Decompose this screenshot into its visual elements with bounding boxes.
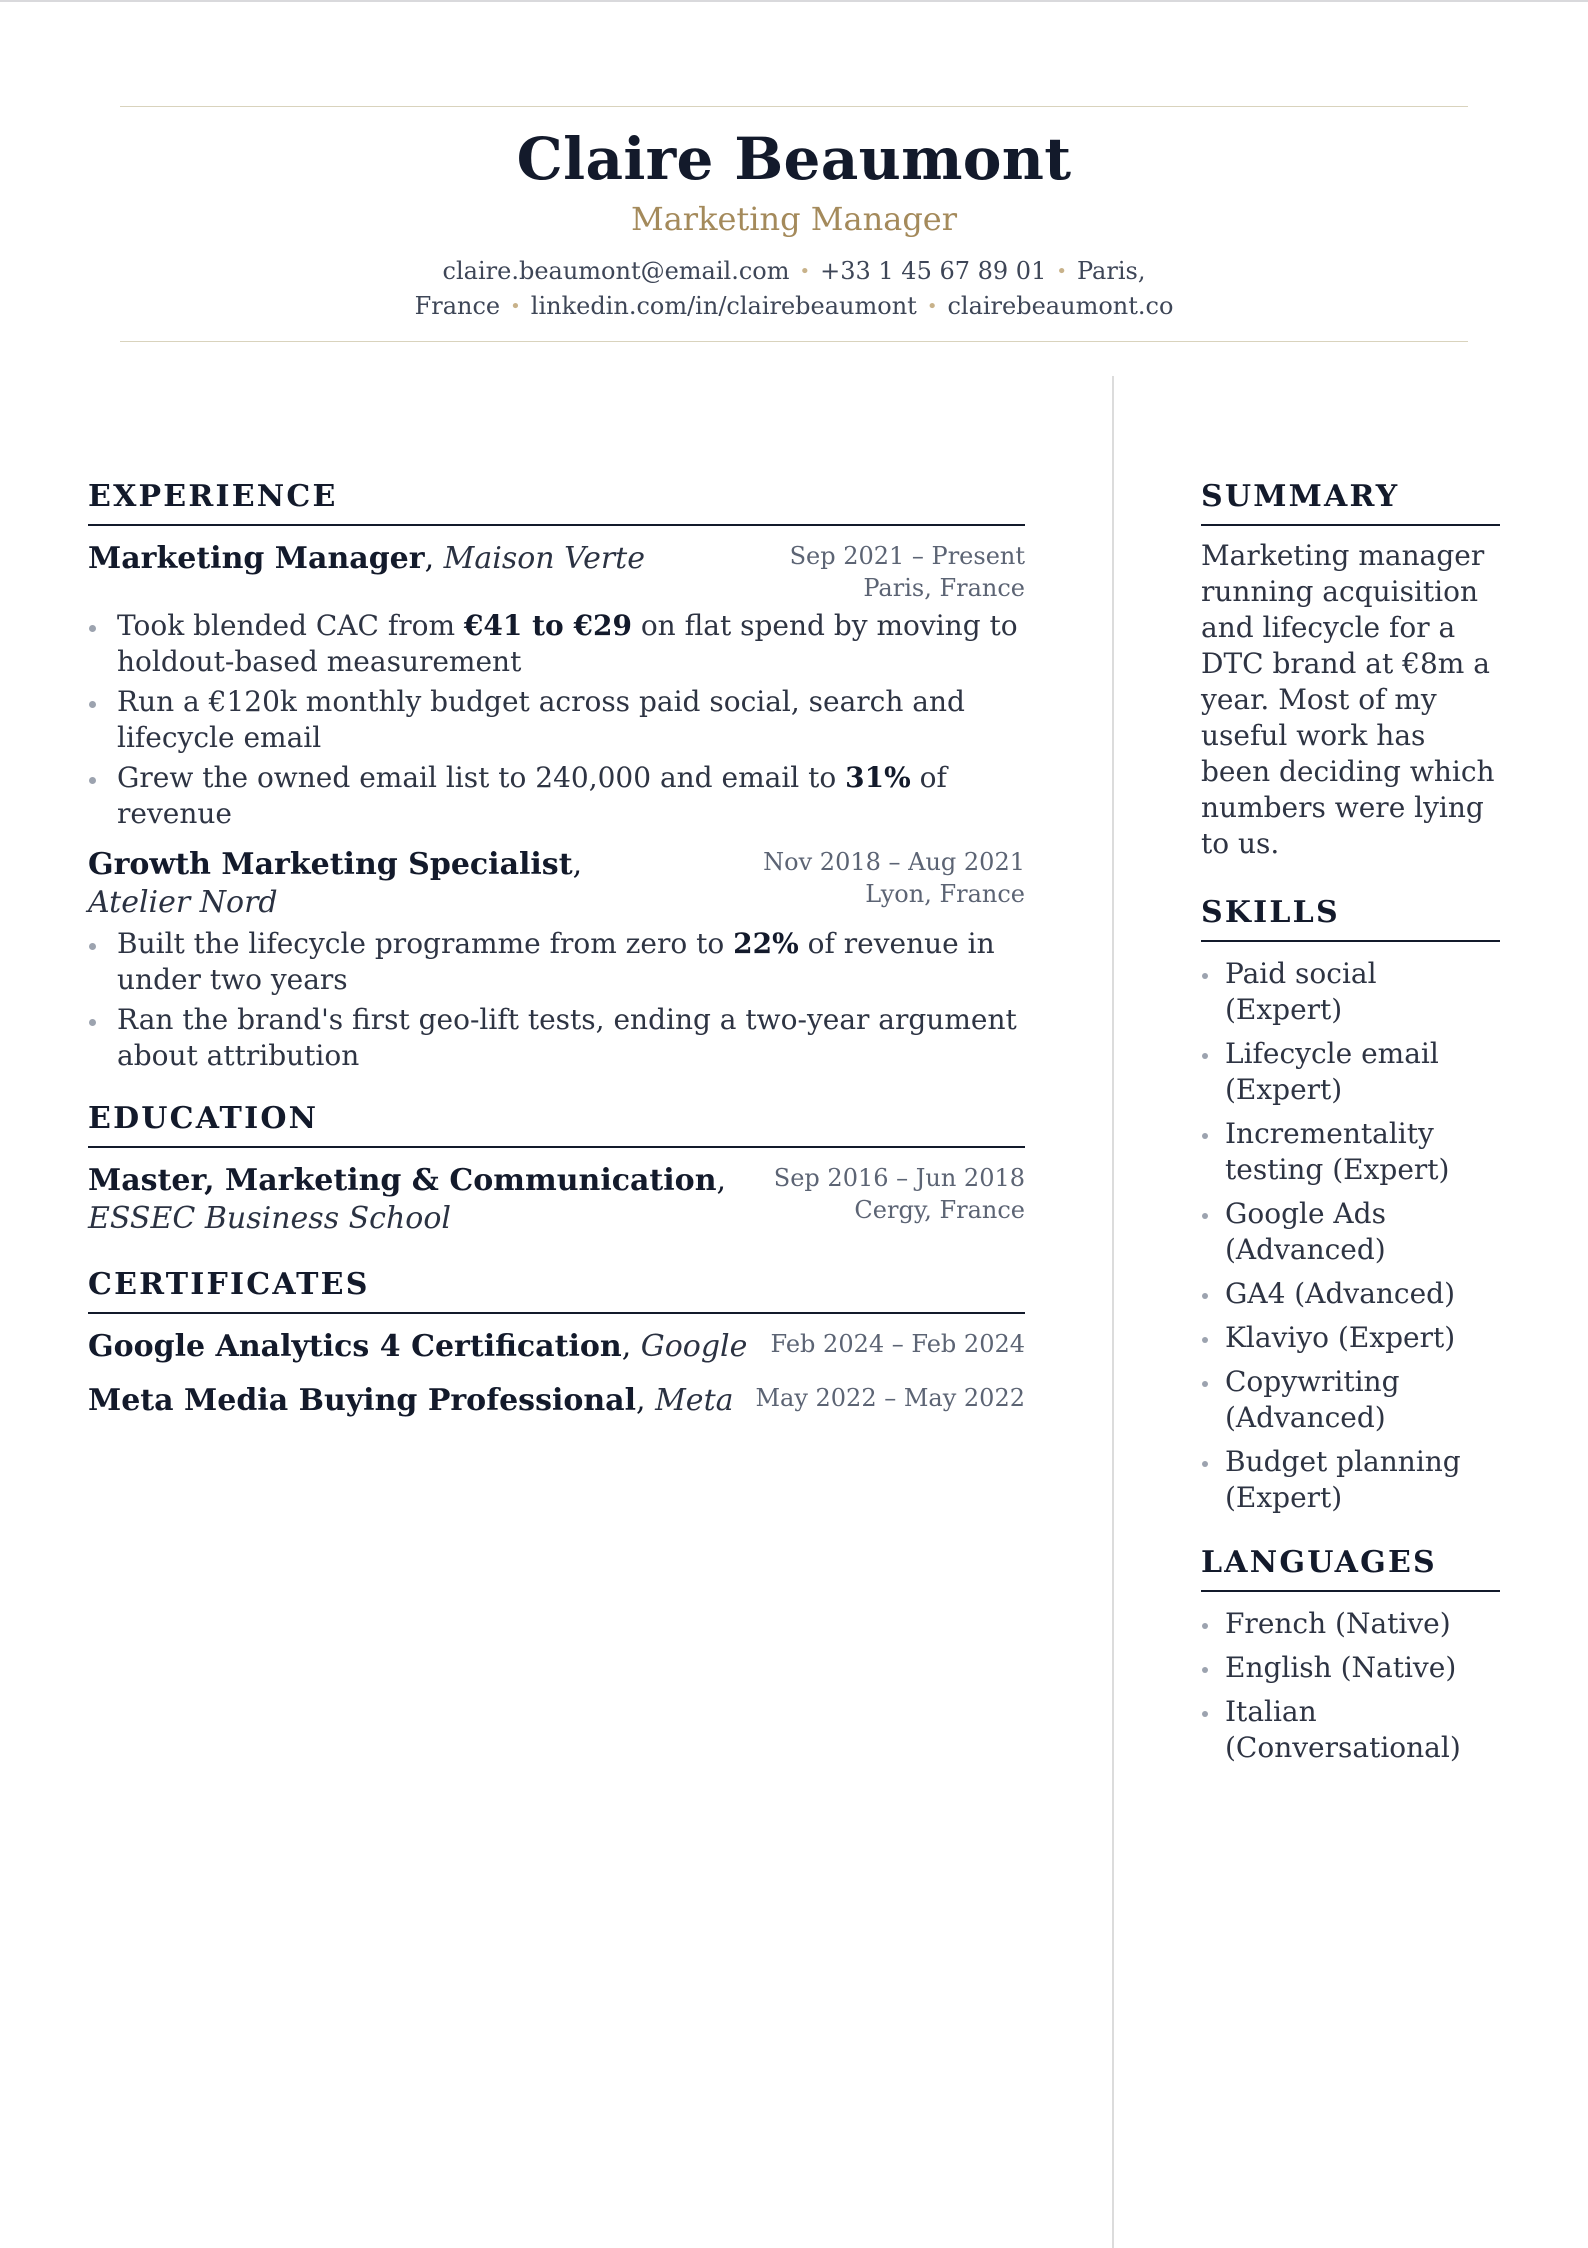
skills-section	[1201, 892, 1500, 1516]
skill-item: GA4 (Advanced)	[1201, 1276, 1500, 1312]
location: Paris, France	[414, 257, 1146, 320]
job-position: Marketing Manager	[88, 541, 425, 576]
language-item: English (Native)	[1201, 1650, 1500, 1686]
certificate-name: Google Analytics 4 Certification	[88, 1329, 622, 1364]
section-title-education: EDUCATION	[88, 1098, 1025, 1148]
language-item: Italian (Conversational)	[1201, 1694, 1500, 1766]
main-column	[88, 476, 1025, 1420]
separator-dot: •	[799, 261, 811, 282]
job-entry	[88, 540, 1025, 832]
degree: Master, Marketing & Communication	[88, 1163, 717, 1198]
contact-line	[394, 255, 1194, 325]
certificate-title-line: Meta Media Buying Professional, Meta	[88, 1383, 734, 1418]
column-divider	[1112, 376, 1114, 2248]
bullet-item: Run a €120k monthly budget across paid social, search and lifecycle email	[88, 684, 1025, 756]
experience-section	[88, 476, 1025, 1074]
phone-number: +33 1 45 67 89 01	[820, 257, 1047, 285]
job-position: Growth Marketing Specialist	[88, 847, 573, 882]
skill-item: Lifecycle email (Expert)	[1201, 1036, 1500, 1108]
certificate-entry	[88, 1328, 1025, 1366]
candidate-role: Marketing Manager	[630, 200, 958, 238]
job-company: Atelier Nord	[88, 885, 278, 920]
certificates-section	[88, 1264, 1025, 1420]
skills-list	[1201, 956, 1500, 1516]
language-item: French (Native)	[1201, 1606, 1500, 1642]
school: ESSEC Business School	[88, 1201, 452, 1236]
linkedin-link[interactable]: linkedin.com/in/clairebeaumont	[530, 292, 917, 320]
bullet-item: Ran the brand's first geo-lift tests, ending a two-year argument about attribution	[88, 1002, 1025, 1074]
job-dates: Nov 2018 – Aug 2021	[763, 848, 1025, 876]
bullet-item: Took blended CAC from €41 to €29 on flat spend by moving to holdout-based measurement	[88, 608, 1025, 680]
languages-list	[1201, 1606, 1500, 1766]
job-dates: Sep 2021 – Present	[789, 542, 1025, 570]
certificate-issuer: Meta	[655, 1383, 734, 1418]
certificate-dates: Feb 2024 – Feb 2024	[770, 1330, 1025, 1358]
candidate-name: Claire Beaumont	[516, 125, 1072, 193]
job-company: Maison Verte	[443, 541, 645, 576]
website-link[interactable]: clairebeaumont.co	[947, 292, 1174, 320]
certificate-entry	[88, 1382, 1025, 1420]
section-title-summary: SUMMARY	[1201, 476, 1500, 526]
job-bullets	[88, 608, 1025, 832]
certificate-name: Meta Media Buying Professional	[88, 1383, 637, 1418]
education-meta	[774, 1162, 1025, 1226]
job-title-line: Marketing Manager, Maison Verte	[88, 541, 645, 576]
summary-section	[1201, 476, 1500, 862]
job-location: Lyon, France	[865, 880, 1025, 908]
skill-item: Klaviyo (Expert)	[1201, 1320, 1500, 1356]
skill-item: Google Ads (Advanced)	[1201, 1196, 1500, 1268]
job-bullets	[88, 926, 1025, 1074]
education-title-line: Master, Marketing & Communication, ESSEC Business School	[88, 1163, 727, 1236]
section-title-languages: LANGUAGES	[1201, 1542, 1500, 1592]
job-entry	[88, 846, 1025, 1074]
bullet-item: Built the lifecycle programme from zero to 22% of revenue in under two years	[88, 926, 1025, 998]
job-header	[88, 540, 1025, 604]
education-location: Cergy, France	[854, 1196, 1025, 1224]
separator-dot: •	[510, 296, 521, 317]
skill-item: Incrementality testing (Expert)	[1201, 1116, 1500, 1188]
skill-item: Paid social (Expert)	[1201, 956, 1500, 1028]
job-meta	[763, 846, 1025, 910]
certificate-title-line: Google Analytics 4 Certification, Google	[88, 1329, 748, 1364]
education-entry	[88, 1162, 1025, 1238]
summary-text: Marketing manager running acquisition and lifecycle for a DTC brand at €8m a year. Most of my useful work has been deciding which numbers were lying to us.	[1201, 539, 1495, 860]
email-link[interactable]: claire.beaumont@email.com	[442, 257, 790, 285]
section-title-experience: EXPERIENCE	[88, 476, 1025, 526]
skill-item: Budget planning (Expert)	[1201, 1444, 1500, 1516]
job-location: Paris, France	[863, 574, 1025, 602]
bullet-item: Grew the owned email list to 240,000 and email to 31% of revenue	[88, 760, 1025, 832]
job-header	[88, 846, 1025, 922]
education-header	[88, 1162, 1025, 1238]
education-section	[88, 1098, 1025, 1238]
languages-section	[1201, 1542, 1500, 1766]
section-title-certificates: CERTIFICATES	[88, 1264, 1025, 1314]
resume-header	[120, 106, 1468, 342]
education-dates: Sep 2016 – Jun 2018	[773, 1164, 1025, 1192]
sidebar-column	[1201, 476, 1500, 1774]
section-title-skills: SKILLS	[1201, 892, 1500, 942]
certificate-issuer: Google	[640, 1329, 748, 1364]
job-title-line: Growth Marketing Specialist, Atelier Nord	[88, 847, 583, 920]
skill-item: Copywriting (Advanced)	[1201, 1364, 1500, 1436]
certificate-dates: May 2022 – May 2022	[755, 1384, 1025, 1412]
job-meta	[790, 540, 1025, 604]
separator-dot: •	[1056, 261, 1067, 282]
separator-dot: •	[926, 296, 938, 317]
